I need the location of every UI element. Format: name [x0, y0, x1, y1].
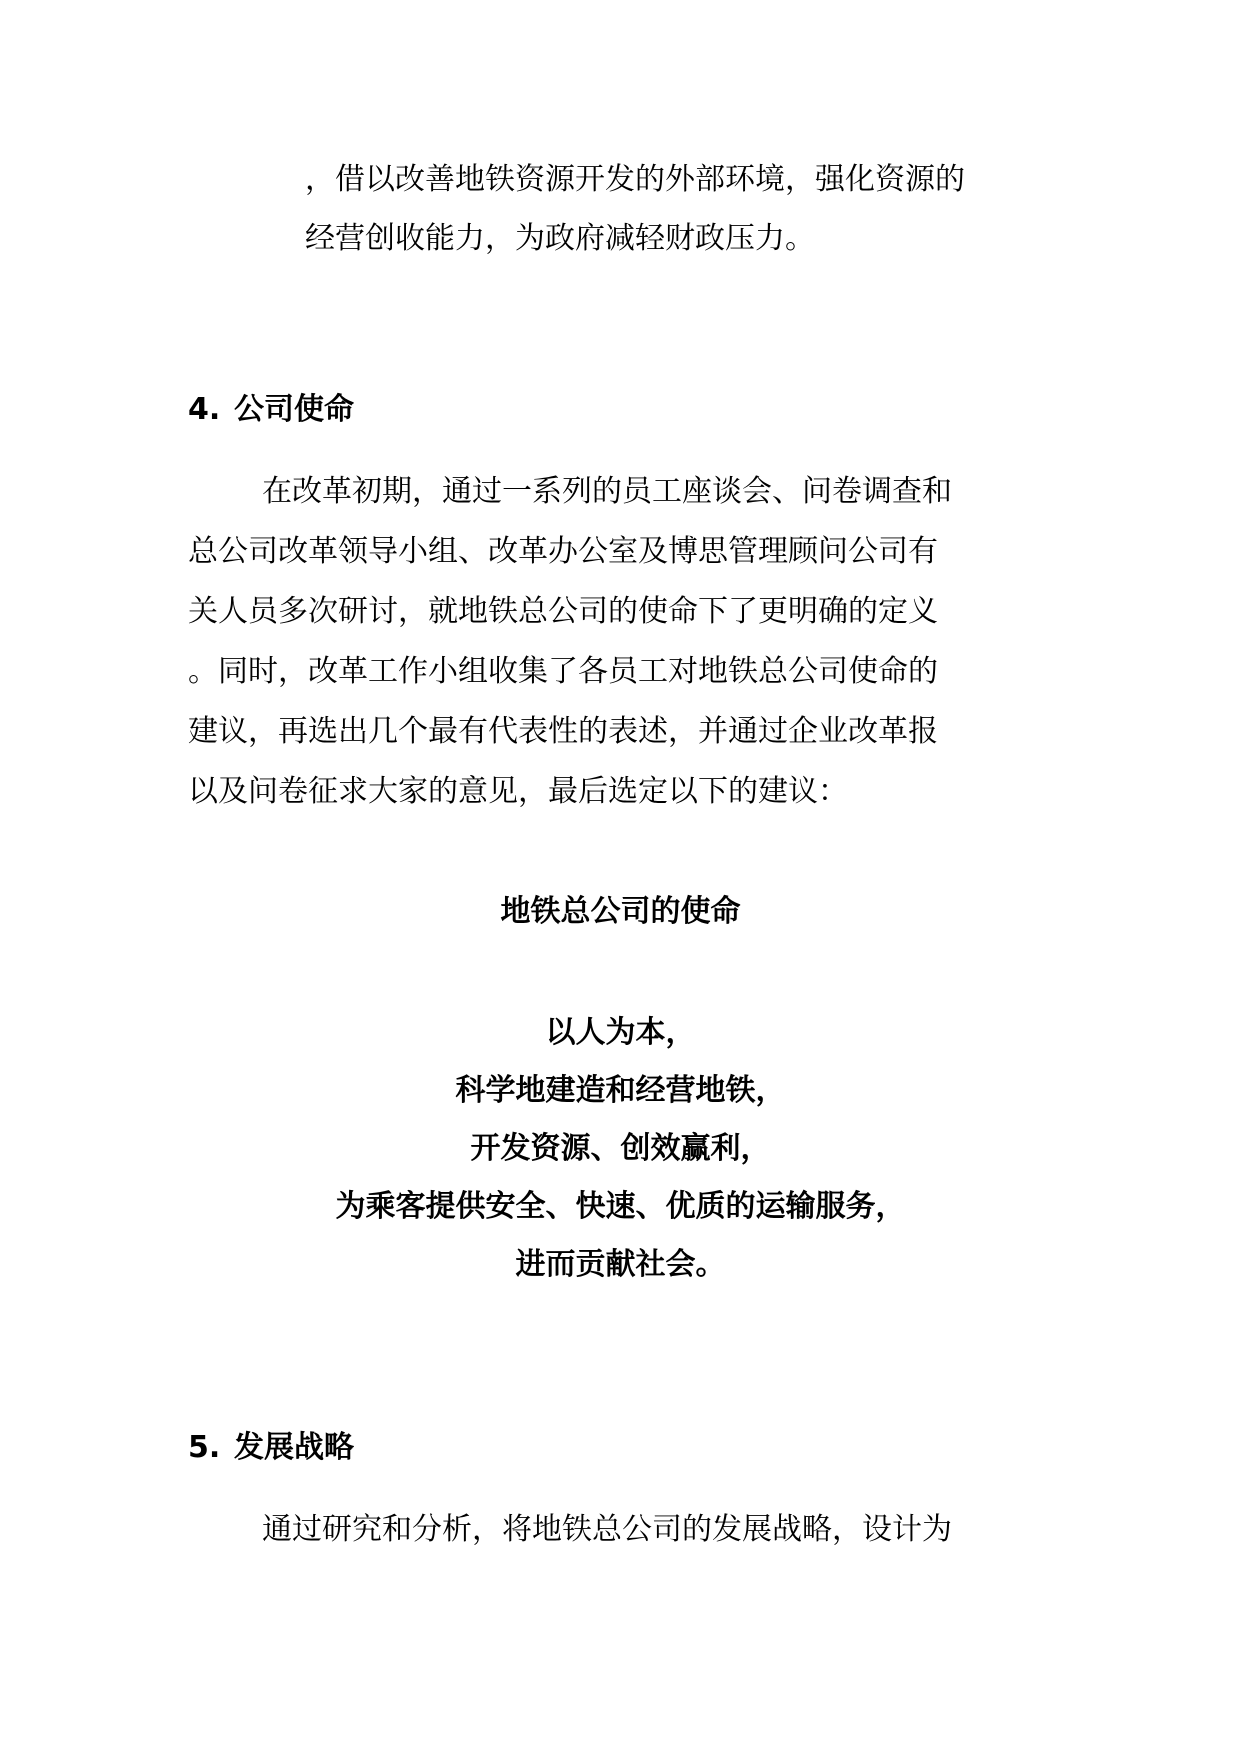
section-5-paragraph-line-1: 通过研究和分析，将地铁总公司的发展战略，设计为	[262, 1512, 952, 1547]
mission-line-2: 科学地建造和经营地铁，	[455, 1073, 786, 1108]
mission-line-3: 开发资源、创效赢利，	[470, 1131, 771, 1166]
section-4-paragraph-line-2: 总公司改革领导小组、改革办公室及博思管理顾问公司有	[188, 534, 938, 569]
section-5-title: 发展战略	[234, 1430, 354, 1465]
section-5-heading	[188, 1428, 354, 1468]
intro-line-1: ，借以改善地铁资源开发的外部环境，强化资源的	[305, 162, 965, 197]
section-4-paragraph-line-1: 在改革初期，通过一系列的员工座谈会、问卷调查和	[262, 474, 952, 509]
section-4-paragraph-line-5: 建议，再选出几个最有代表性的表述，并通过企业改革报	[188, 714, 938, 749]
section-4-heading	[188, 390, 354, 430]
section-4-paragraph-line-4: 。同时，改革工作小组收集了各员工对地铁总公司使命的	[188, 654, 938, 689]
mission-line-5: 进而贡献社会。	[515, 1247, 726, 1282]
section-5-number: 5.	[188, 1430, 221, 1465]
section-4-paragraph-line-3: 关人员多次研讨，就地铁总公司的使命下了更明确的定义	[188, 594, 938, 629]
intro-line-2: 经营创收能力，为政府减轻财政压力。	[305, 221, 815, 256]
mission-title: 地铁总公司的使命	[500, 894, 741, 929]
section-4-paragraph-line-6: 以及问卷征求大家的意见，最后选定以下的建议：	[188, 774, 848, 809]
section-4-title: 公司使命	[234, 392, 354, 427]
section-4-number: 4.	[188, 392, 221, 427]
mission-line-4: 为乘客提供安全、快速、优质的运输服务，	[335, 1189, 906, 1224]
mission-line-1: 以人为本，	[545, 1015, 696, 1050]
